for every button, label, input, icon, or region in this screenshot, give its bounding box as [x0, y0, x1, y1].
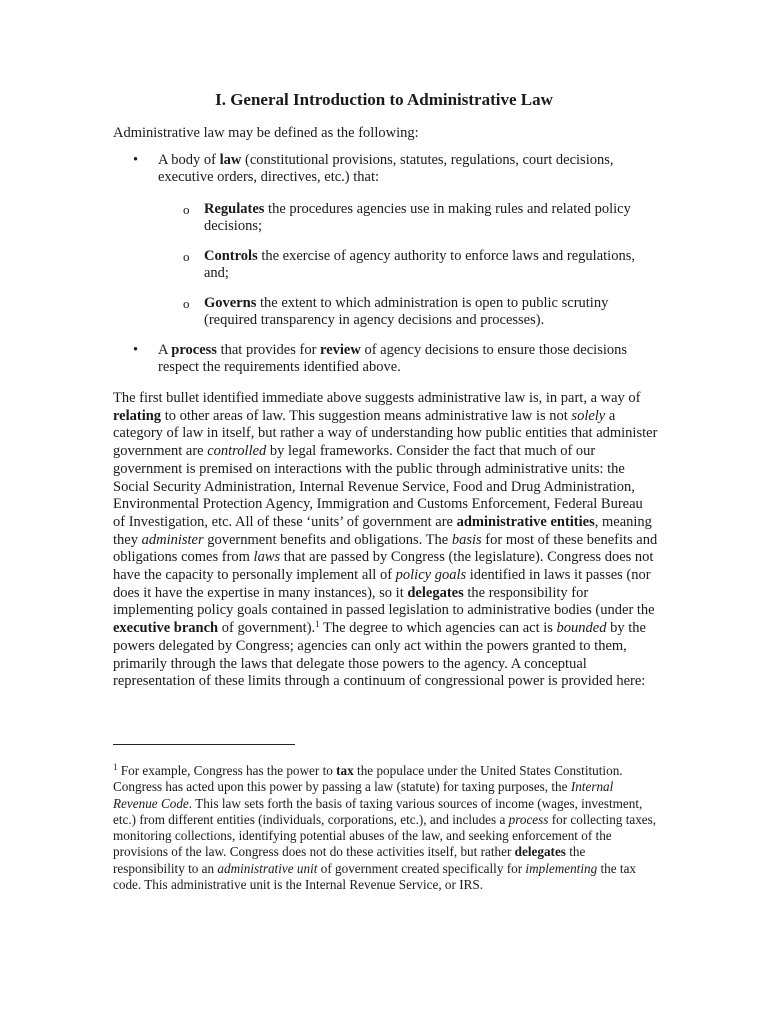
- footnote-divider: [113, 744, 295, 745]
- sub-bullet-marker: o: [183, 296, 190, 311]
- italic-term: Internal Revenue Code: [113, 779, 614, 811]
- bold-term: Controls: [204, 248, 258, 264]
- text-run: that provides for: [216, 342, 321, 358]
- italic-term: laws: [253, 549, 281, 566]
- bold-term: review: [320, 342, 361, 358]
- footnote-number: 1: [113, 762, 118, 772]
- italic-term: controlled: [207, 443, 267, 460]
- text-run: a category of law in itself, but rather a way of understanding how public entities that administer government are: [113, 407, 658, 460]
- text-run: For example, Congress has the power to: [117, 763, 337, 778]
- text-run: the populace under the United States Constitution. Congress has acted upon this power by passing a law (statute) for taxing purposes, the: [113, 763, 623, 795]
- bold-term: relating: [113, 407, 162, 424]
- text-run: the procedures agencies use in making rules and related policy decisions;: [204, 201, 631, 234]
- italic-term: administrative unit: [217, 860, 318, 876]
- italic-term: solely: [571, 407, 606, 424]
- body-paragraph: [113, 390, 658, 691]
- bullet-law: [158, 152, 648, 186]
- text-run: government benefits and obligations. The: [203, 531, 452, 548]
- bold-term: Governs: [204, 295, 257, 311]
- bold-term: law: [219, 152, 242, 168]
- bullet-marker: •: [133, 342, 139, 358]
- text-run: the exercise of agency authority to enforce laws and regulations, and;: [204, 248, 635, 281]
- bold-term: delegates: [407, 584, 464, 601]
- text-run: the tax code. This administrative unit is the Internal Revenue Service, or IRS.: [113, 860, 637, 893]
- text-run: that are passed by Congress (the legislature). Congress does not have the capacity to personally implement all of: [113, 549, 654, 584]
- bold-term: delegates: [514, 844, 566, 860]
- italic-term: administer: [141, 531, 204, 548]
- text-run: , meaning they: [113, 513, 652, 548]
- footnote-reference[interactable]: 1: [315, 619, 320, 630]
- italic-term: basis: [451, 531, 482, 548]
- text-run: of agency decisions to ensure those decisions respect the requirements identified above.: [158, 342, 628, 375]
- text-run: identified in laws it passes (nor does it have the expertise in many instances), so it: [113, 567, 651, 601]
- bold-term: tax: [336, 763, 354, 778]
- bullet-process: [158, 342, 648, 376]
- italic-term: implementing: [525, 860, 598, 876]
- text-run: (constitutional provisions, statutes, regulations, court decisions, executive orders, directives, etc.) that:: [158, 152, 614, 185]
- sub-bullet-marker: o: [183, 202, 190, 217]
- page-title: I. General Introduction to Administrative Law: [215, 90, 553, 109]
- sub-item-regulates: [204, 201, 659, 235]
- text-run: of government created specifically for: [317, 860, 526, 876]
- sub-bullet-marker: o: [183, 249, 190, 264]
- text-run: to other areas of law. This suggestion means administrative law is not: [161, 407, 572, 424]
- text-run: by the powers delegated by Congress; agencies can only act within the powers granted to them, primarily through the laws that delegate those powers to the agency. A conceptual representation of these limits through a continuum of congressional power is provided here:: [113, 620, 646, 690]
- text-run: for most of these benefits and obligations comes from: [113, 531, 658, 566]
- text-run: the extent to which administration is open to public scrutiny (required transparency in agency decisions and processes).: [204, 295, 609, 328]
- text-run: . This law sets forth the basis of taxing various sources of income (wages, investment, etc.) from different entities (individuals, corporations, etc.), and includes a: [113, 795, 643, 827]
- text-run: The first bullet identified immediate above suggests administrative law is, in part, a way of: [113, 390, 641, 406]
- bold-term: executive branch: [113, 620, 219, 637]
- intro-text: Administrative law may be defined as the following:: [113, 125, 419, 141]
- bold-term: Regulates: [204, 201, 265, 217]
- bold-term: administrative entities: [456, 513, 595, 530]
- bullet-marker: •: [133, 152, 139, 168]
- text-run: by legal frameworks. Consider the fact that much of our government is premised on interactions with the public through administrative units: the Social Security Administration, Internal Revenue Service, Food and Drug Administration, Environmental Protection Agency, Immigration and Customs Enforcement, Federal Bureau of Investigation, etc. All of these ‘units’ of government are: [113, 443, 643, 530]
- italic-term: bounded: [556, 620, 607, 637]
- text-run: The degree to which agencies can act is: [319, 620, 557, 637]
- footnote-1: [113, 763, 658, 893]
- text-run: A body of: [158, 152, 220, 168]
- text-run: A: [158, 342, 172, 358]
- italic-term: policy goals: [395, 567, 467, 584]
- text-run: of government).: [218, 620, 316, 637]
- sub-item-governs: [204, 295, 659, 329]
- text-run: the responsibility for implementing policy goals contained in passed legislation to administrative bodies (under the: [113, 584, 655, 619]
- italic-term: process: [508, 811, 549, 827]
- text-run: for collecting taxes, monitoring collections, identifying potential abuses of the law, and seeking enforcement of the provisions of the law. Congress does not do these activities itself, but rather: [113, 811, 657, 860]
- sub-item-controls: [204, 248, 659, 282]
- bold-term: process: [171, 342, 217, 358]
- text-run: the responsibility to an: [113, 844, 586, 876]
